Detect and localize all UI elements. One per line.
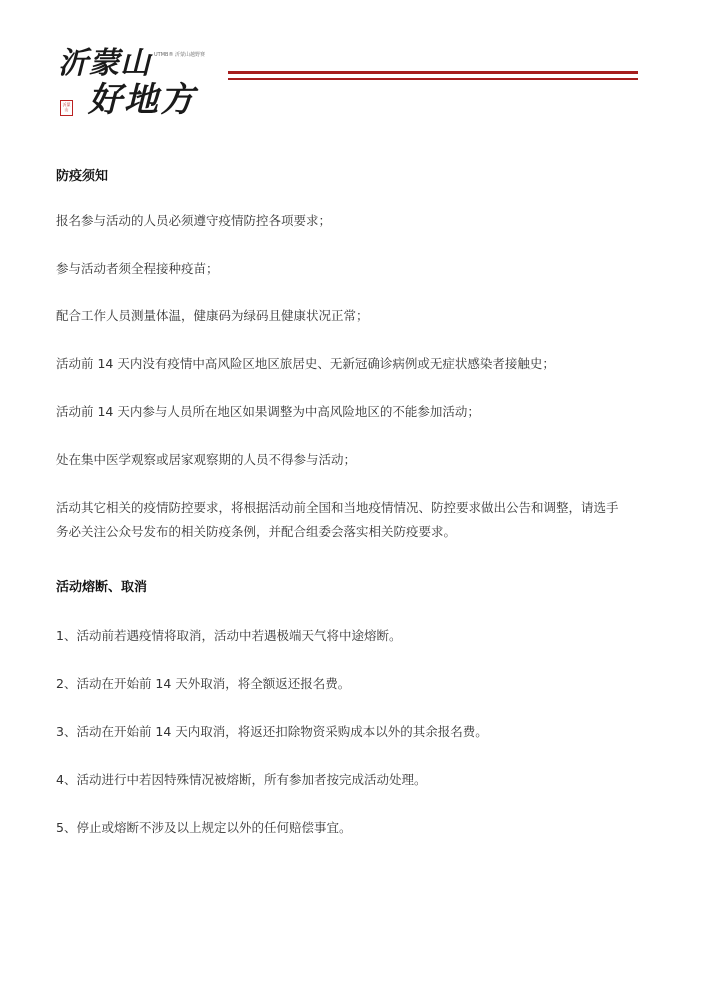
list-item: 5、停止或熔断不涉及以上规定以外的任何赔偿事宜。: [56, 820, 352, 835]
list-item: 2、活动在开始前 14 天外取消，将全额返还报名费。: [56, 676, 351, 691]
paragraph: 配合工作人员测量体温，健康码为绿码且健康状况正常；: [56, 308, 369, 323]
logo-main-text: 沂蒙山: [58, 46, 151, 81]
section-title-cancellation: 活动熔断、取消: [56, 580, 148, 595]
paragraph-line: 务必关注公众号发布的相关防疫条例，并配合组委会落实相关防疫要求。: [56, 524, 457, 539]
paragraph: 处在集中医学观察或居家观察期的人员不得参与活动；: [56, 452, 357, 467]
list-item: 4、活动进行中若因特殊情况被熔断，所有参加者按完成活动处理。: [56, 772, 427, 787]
list-item: 3、活动在开始前 14 天内取消，将返还扣除物资采购成本以外的其余报名费。: [56, 724, 488, 739]
list-item: 1、活动前若遇疫情将取消，活动中若遇极端天气将中途熔断。: [56, 628, 402, 643]
logo: [58, 38, 228, 120]
logo-sub-text: 好地方: [88, 80, 196, 120]
paragraph: 活动前 14 天内没有疫情中高风险区地区旅居史、无新冠确诊病例或无症状感染者接触史；: [56, 356, 555, 371]
section-title-epidemic: 防疫须知: [56, 169, 109, 184]
paragraph: 报名参与活动的人员必须遵守疫情防控各项要求；: [56, 213, 332, 228]
seal-icon: 沂蒙山: [60, 100, 73, 116]
header-rule-top: [228, 71, 638, 74]
logo-tagline: UTMB® 沂蒙山越野赛: [154, 52, 206, 58]
paragraph: 活动前 14 天内参与人员所在地区如果调整为中高风险地区的不能参加活动；: [56, 404, 480, 419]
paragraph-line: 活动其它相关的疫情防控要求，将根据活动前全国和当地疫情情况、防控要求做出公告和调整，请选手: [56, 500, 619, 515]
paragraph: 参与活动者须全程接种疫苗；: [56, 261, 219, 276]
header-rule-bottom: [228, 78, 638, 80]
page-header: [0, 0, 702, 140]
